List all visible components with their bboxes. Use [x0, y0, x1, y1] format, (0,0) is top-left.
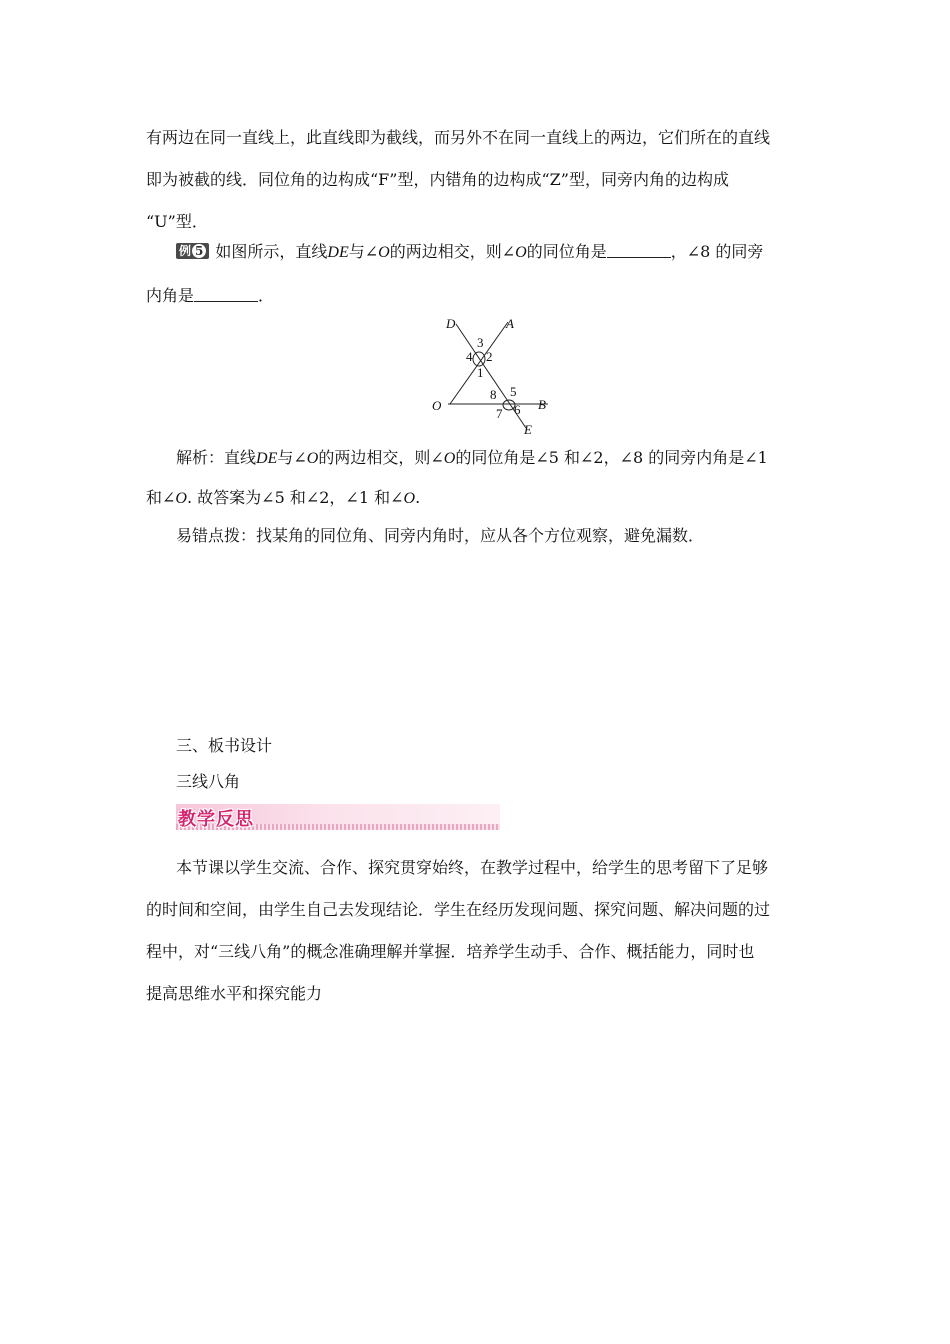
point-label-O: O — [432, 398, 442, 413]
reflection-banner — [176, 804, 500, 830]
point-label-A: A — [506, 316, 514, 331]
example-badge: 例 5 — [176, 243, 209, 259]
reflection-line: 本节课以学生交流、合作、探究贯穿始终，在教学过程中，给学生的思考留下了足够 — [176, 858, 769, 877]
reflection-line: 程中，对“三线八角”的概念准确理解并掌握．培养学生动手、合作、概括能力，同时也 — [146, 942, 755, 961]
angle-label-8: 8 — [490, 387, 497, 402]
reflection-line: 的时间和空间，由学生自己去发现结论．学生在经历发现问题、探究问题、解决问题的过 — [146, 900, 771, 919]
angle-label-5: 5 — [510, 384, 517, 399]
analysis-line: 解析：直线DE与∠O的两边相交，则∠O的同位角是∠5 和∠2，∠8 的同旁内角是∠1 — [176, 448, 768, 467]
point-label-E: E — [524, 422, 532, 437]
reflection-title: 教学反思 — [178, 809, 254, 830]
paragraph-line: “U”型． — [146, 212, 208, 231]
angle-label-2: 2 — [486, 349, 493, 364]
section-heading: 三、板书设计 — [176, 736, 273, 755]
angle-label-1: 1 — [477, 365, 484, 380]
paragraph-line: 即为被截的线．同位角的边构成“F”型，内错角的边构成“Z”型，同旁内角的边构成 — [146, 170, 729, 189]
point-label-D: D — [446, 316, 456, 331]
error-tip: 易错点拨：找某角的同位角、同旁内角时，应从各个方位观察，避免漏数． — [176, 526, 705, 545]
angle-label-6: 6 — [514, 402, 521, 417]
angle-label-3: 3 — [477, 335, 484, 350]
point-label-B: B — [538, 397, 546, 412]
paragraph-line: 有两边在同一直线上，此直线即为截线，而另外不在同一直线上的两边，它们所在的直线 — [146, 128, 771, 147]
angle-label-4: 4 — [466, 349, 473, 364]
answer-blank — [194, 287, 258, 302]
geometry-figure — [428, 314, 558, 440]
board-content: 三线八角 — [176, 772, 241, 791]
answer-blank — [607, 243, 671, 258]
example-question-line2: 内角是 ． — [146, 286, 275, 305]
reflection-line: 提高思维水平和探究能力 — [146, 984, 323, 1003]
analysis-line: 和∠O. 故答案为∠5 和∠2，∠1 和∠O. — [146, 488, 421, 507]
example-question: 例 5 如图所示，直线DE与∠O的两边相交，则∠O的同位角是 ，∠8 的同旁 — [176, 242, 763, 263]
angle-label-7: 7 — [496, 406, 503, 421]
